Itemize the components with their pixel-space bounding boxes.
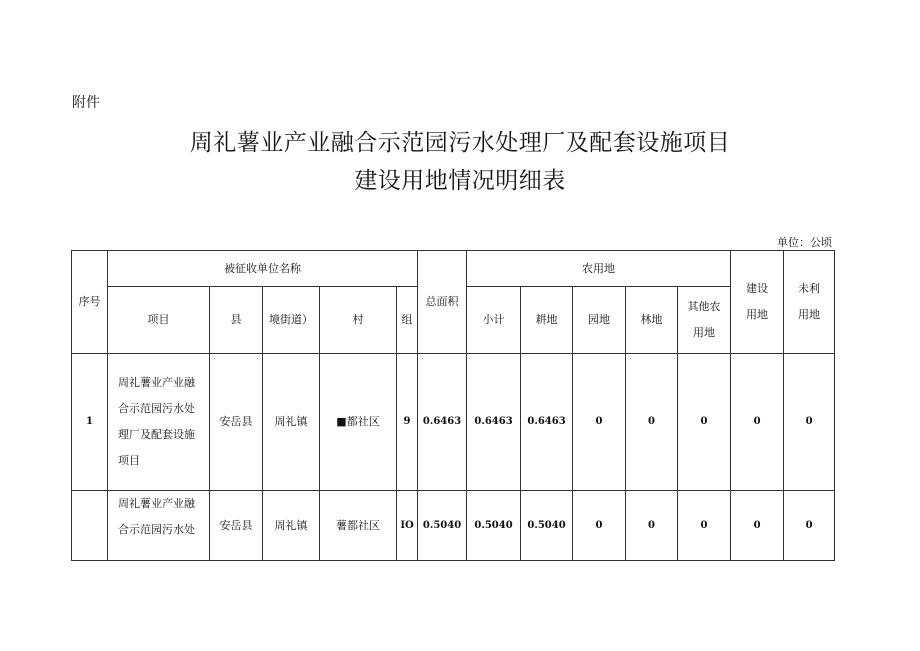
header-unused-line1: 未利 <box>798 282 821 295</box>
row-project-line: 周礼薯业产业融 <box>118 376 195 389</box>
header-construction-line2: 用地 <box>746 308 769 321</box>
header-subtotal: 小计 <box>467 287 521 354</box>
header-unused-land <box>784 251 835 354</box>
row-subtotal: 0.6463 <box>467 354 521 491</box>
header-village: 村 <box>320 287 397 354</box>
header-expropriated-unit: 被征收单位名称 <box>108 251 418 287</box>
row-forest: 0 <box>626 491 678 561</box>
header-row-1 <box>72 251 835 287</box>
row-construction: 0 <box>731 354 784 491</box>
header-construction-line1: 建设 <box>746 282 769 295</box>
row-forest: 0 <box>626 354 678 491</box>
row-project <box>108 491 210 561</box>
row-seq: 1 <box>72 354 108 491</box>
header-total-area: 总面积 <box>418 251 467 354</box>
table-row <box>72 354 835 491</box>
document-title-line2: 建设用地情况明细表 <box>354 168 566 194</box>
row-garden: 0 <box>573 354 626 491</box>
row-other-agri: 0 <box>678 491 731 561</box>
row-unused: 0 <box>784 491 835 561</box>
row-cultivated: 0.5040 <box>521 491 573 561</box>
row-subtotal: 0.5040 <box>467 491 521 561</box>
row-project-line: 合示范园污水处 <box>118 523 195 536</box>
row-seq <box>72 491 108 561</box>
document-title-line1: 周礼薯业产业融合示范园污水处理厂及配套设施项目 <box>189 130 731 156</box>
row-county: 安岳县 <box>210 491 263 561</box>
row-cultivated: 0.6463 <box>521 354 573 491</box>
row-construction: 0 <box>731 491 784 561</box>
row-village: 薯都社区 <box>320 491 397 561</box>
header-group: 组 <box>397 287 418 354</box>
land-use-table <box>71 250 835 561</box>
header-agri-land: 农用地 <box>467 251 731 287</box>
table-row <box>72 491 835 561</box>
header-garden: 园地 <box>573 287 626 354</box>
row-project-line: 周礼薯业产业融 <box>118 497 195 510</box>
row-garden: 0 <box>573 491 626 561</box>
header-cultivated: 耕地 <box>521 287 573 354</box>
attachment-label: 附件 <box>72 95 100 111</box>
row-town: 周礼镇 <box>263 491 320 561</box>
row-project-line: 理厂及配套设施 <box>118 428 195 441</box>
row-village: ■都社区 <box>320 354 397 491</box>
row-total: 0.5040 <box>418 491 467 561</box>
row-other-agri: 0 <box>678 354 731 491</box>
row-county: 安岳县 <box>210 354 263 491</box>
row-total: 0.6463 <box>418 354 467 491</box>
header-county: 县 <box>210 287 263 354</box>
row-project-line: 项目 <box>118 454 140 467</box>
header-seq: 序号 <box>72 251 108 354</box>
row-group: 9 <box>397 354 418 491</box>
header-unused-line2: 用地 <box>798 308 821 321</box>
row-project-line: 合示范园污水处 <box>118 402 195 415</box>
unit-label: 单位：公顷 <box>777 236 832 249</box>
header-construction-land <box>731 251 784 354</box>
header-other-agri-line1: 其他农 <box>687 300 721 313</box>
row-town: 周礼镇 <box>263 354 320 491</box>
header-other-agri-line2: 用地 <box>693 326 716 339</box>
header-other-agri <box>678 287 731 354</box>
row-group: IO <box>397 491 418 561</box>
row-unused: 0 <box>784 354 835 491</box>
header-project: 项目 <box>108 287 210 354</box>
header-forest: 林地 <box>626 287 678 354</box>
row-project <box>108 354 210 491</box>
header-town: 境街道） <box>263 287 320 354</box>
